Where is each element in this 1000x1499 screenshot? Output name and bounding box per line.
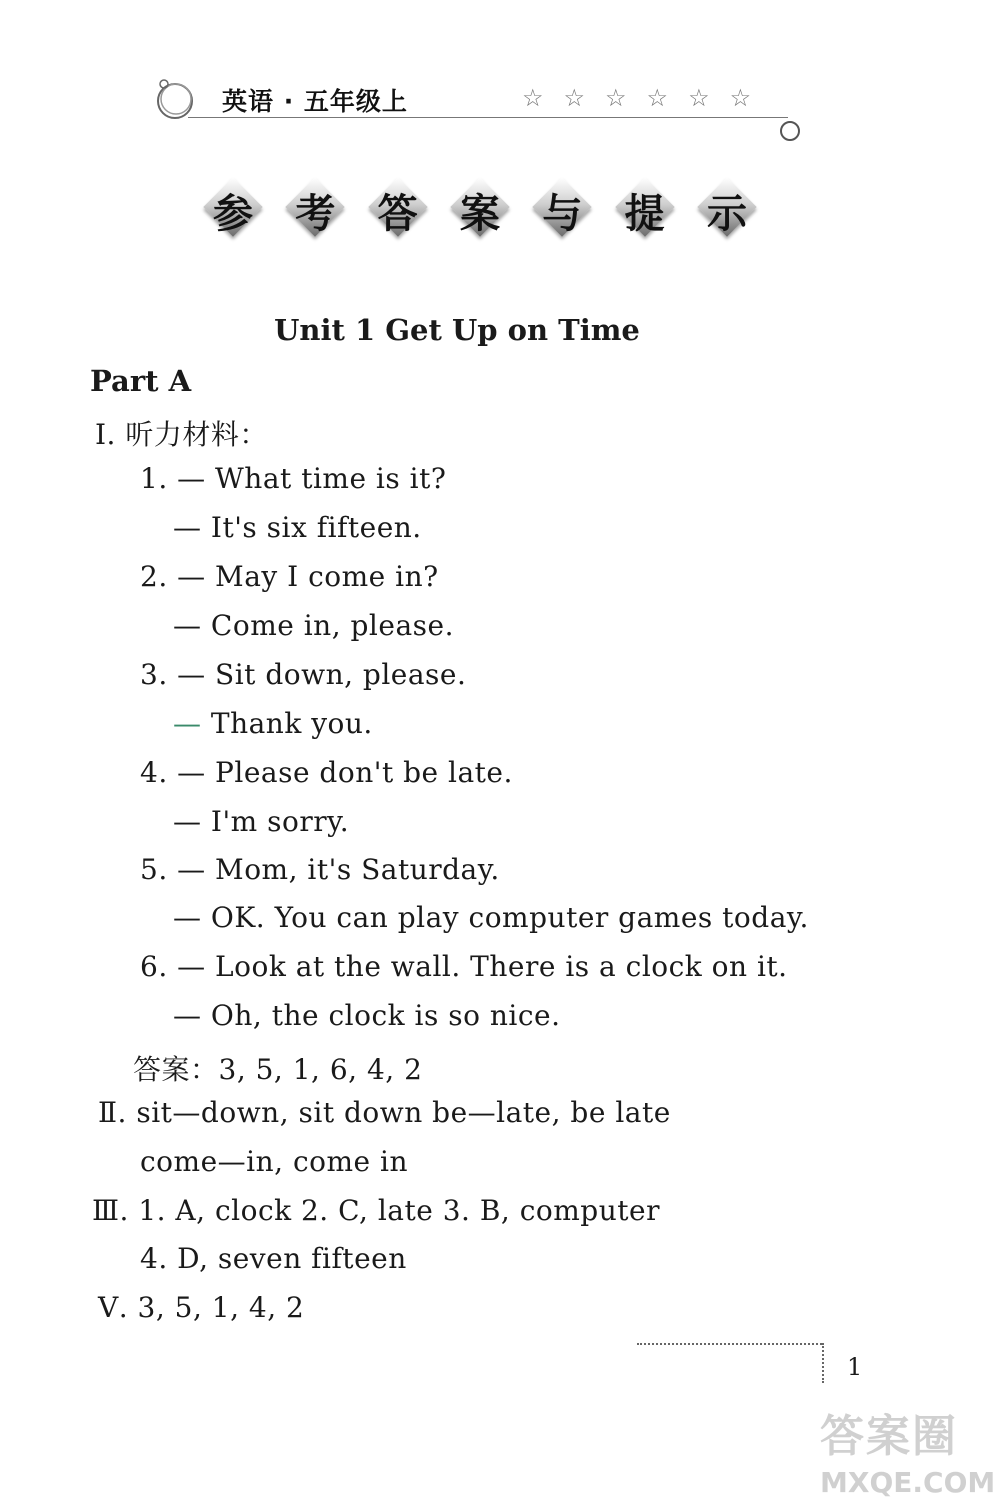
section-2-line: come—in, come in [140,1145,408,1178]
dialogue-question: 2. — May I come in? [140,560,439,593]
dialogue-question: 6. — Look at the wall. There is a clock on it. [140,950,788,983]
dialogue-answer: — Oh, the clock is so nice. [173,999,561,1032]
section-3-line: Ⅲ. 1. A, clock 2. C, late 3. B, computer [92,1194,660,1227]
section-1-label: Ⅰ. 听力材料： [95,418,268,451]
dialogue-question: 3. — Sit down, please. [140,658,467,691]
section-2-line: Ⅱ. sit—down, sit down be—late, be late [98,1096,671,1129]
footer-dotted-line [637,1343,822,1345]
title-char: 与 [529,174,595,240]
answer-key-title [200,174,760,244]
title-char: 参 [200,174,266,240]
star-rating-decoration: ☆☆☆☆☆☆ [522,84,772,112]
part-title: Part A [90,364,192,398]
dialogue-answer: — It's six fifteen. [173,511,422,544]
section-3-line: 4. D, seven fifteen [140,1242,407,1275]
dialogue-answer: — I'm sorry. [173,805,350,838]
header-ring-icon [152,76,198,122]
title-char: 案 [447,174,513,240]
dialogue-question: 1. — What time is it? [140,462,447,495]
dialogue-question: 4. — Please don't be late. [140,756,513,789]
footer-dotted-divider [822,1343,824,1383]
header-divider [188,117,788,118]
title-char: 考 [282,174,348,240]
unit-title: Unit 1 Get Up on Time [274,313,640,347]
dialogue-answer: — Come in, please. [173,609,454,642]
title-char: 示 [694,174,760,240]
dialogue-question: 5. — Mom, it's Saturday. [140,853,500,886]
watermark: 答案圈 MXQE.COM [820,1411,996,1499]
title-char: 答 [365,174,431,240]
dialogue-answer: — OK. You can play computer games today. [173,901,809,934]
header-end-circle-icon [780,121,800,141]
title-char: 提 [612,174,678,240]
dialogue-answer: — Thank you. [173,707,373,740]
section-5-line: Ⅴ. 3, 5, 1, 4, 2 [98,1291,305,1324]
page-number: 1 [847,1353,863,1381]
book-title: 英语 · 五年级上 [222,87,408,116]
section-1-answer: 答案：3, 5, 1, 6, 4, 2 [133,1053,423,1086]
